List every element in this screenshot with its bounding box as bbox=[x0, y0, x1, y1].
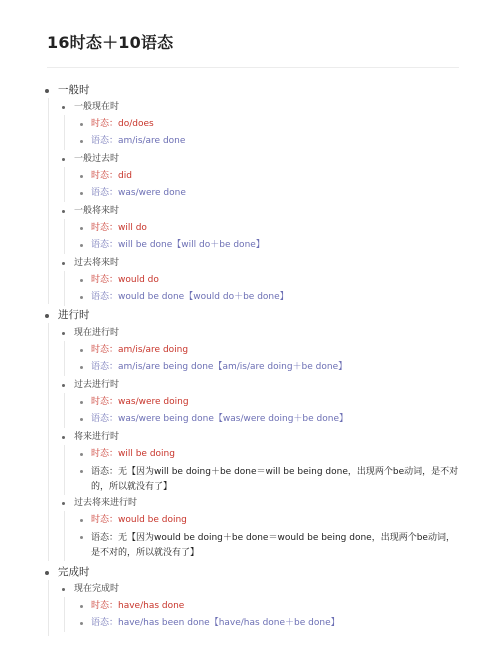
group-label: 现在进行时 bbox=[74, 328, 120, 338]
bullet-icon bbox=[62, 262, 65, 265]
group-label: 将来进行时 bbox=[74, 432, 120, 442]
group-label: 现在完成时 bbox=[74, 584, 120, 594]
voice-form: 语态：was/were being done【was/were doing＋be done】 bbox=[91, 414, 348, 424]
bullet-icon bbox=[45, 89, 49, 93]
guide-line bbox=[48, 98, 49, 304]
group-label: 过去将来进行时 bbox=[74, 498, 138, 508]
bullet-icon bbox=[80, 401, 83, 404]
tense-form: 时态：will do bbox=[91, 223, 147, 233]
guide-line bbox=[64, 341, 65, 376]
tense-form: 时态：have/has done bbox=[91, 601, 185, 611]
section-label: 一般时 bbox=[58, 84, 90, 96]
bullet-icon bbox=[62, 106, 65, 109]
guide-line bbox=[64, 597, 65, 632]
guide-line bbox=[64, 167, 65, 202]
guide-line bbox=[64, 219, 65, 254]
guide-line bbox=[48, 323, 49, 561]
tense-form: 时态：will be doing bbox=[91, 449, 175, 459]
guide-line bbox=[48, 580, 49, 636]
voice-form: 语态：have/has been done【have/has done＋be done】 bbox=[91, 618, 340, 628]
guide-line bbox=[64, 271, 65, 306]
voice-form: 语态：will be done【will do＋be done】 bbox=[91, 240, 265, 250]
tense-form: 时态：would do bbox=[91, 275, 159, 285]
bullet-icon bbox=[80, 366, 83, 369]
bullet-icon bbox=[62, 384, 65, 387]
bullet-icon bbox=[45, 571, 49, 575]
bullet-icon bbox=[62, 210, 65, 213]
voice-form: 语态：无【因为will be doing＋be done＝will be being done，出现两个be动词，是不对的，所以就没有了】 bbox=[91, 467, 459, 492]
bullet-icon bbox=[80, 622, 83, 625]
voice-form: 语态：am/is/are done bbox=[91, 136, 186, 146]
voice-form: 语态：would be done【would do＋be done】 bbox=[91, 292, 289, 302]
voice-form: 语态：was/were done bbox=[91, 188, 186, 198]
bullet-icon bbox=[45, 314, 49, 318]
group-label: 一般将来时 bbox=[74, 206, 120, 216]
bullet-icon bbox=[80, 470, 83, 473]
tense-form: 时态：am/is/are doing bbox=[91, 345, 189, 355]
bullet-icon bbox=[80, 227, 83, 230]
group-label: 过去将来时 bbox=[74, 258, 120, 268]
group-label: 一般现在时 bbox=[74, 102, 120, 112]
page-title: 16时态＋10语态 bbox=[47, 33, 174, 52]
bullet-icon bbox=[62, 588, 65, 591]
voice-form: 语态：am/is/are being done【am/is/are doing＋be done】 bbox=[91, 362, 348, 372]
guide-line bbox=[64, 445, 65, 495]
bullet-icon bbox=[62, 158, 65, 161]
guide-line bbox=[64, 393, 65, 428]
bullet-icon bbox=[80, 536, 83, 539]
bullet-icon bbox=[62, 502, 65, 505]
tense-form: 时态：do/does bbox=[91, 119, 154, 129]
bullet-icon bbox=[80, 519, 83, 522]
tense-form: 时态：would be doing bbox=[91, 515, 187, 525]
group-label: 一般过去时 bbox=[74, 154, 120, 164]
bullet-icon bbox=[62, 436, 65, 439]
bullet-icon bbox=[80, 244, 83, 247]
section-label: 完成时 bbox=[58, 566, 90, 578]
bullet-icon bbox=[80, 279, 83, 282]
bullet-icon bbox=[80, 192, 83, 195]
bullet-icon bbox=[80, 605, 83, 608]
voice-form: 语态：无【因为would be doing＋be done＝would be being done，出现两个be动词，是不对的，所以就没有了】 bbox=[91, 533, 455, 558]
bullet-icon bbox=[80, 140, 83, 143]
tense-form: 时态：was/were doing bbox=[91, 397, 189, 407]
bullet-icon bbox=[80, 418, 83, 421]
section-label: 进行时 bbox=[58, 309, 90, 321]
guide-line bbox=[64, 511, 65, 561]
bullet-icon bbox=[80, 349, 83, 352]
bullet-icon bbox=[80, 175, 83, 178]
tense-form: 时态：did bbox=[91, 171, 132, 181]
bullet-icon bbox=[62, 332, 65, 335]
group-label: 过去进行时 bbox=[74, 380, 120, 390]
bullet-icon bbox=[80, 123, 83, 126]
bullet-icon bbox=[80, 453, 83, 456]
bullet-icon bbox=[80, 296, 83, 299]
guide-line bbox=[64, 115, 65, 150]
